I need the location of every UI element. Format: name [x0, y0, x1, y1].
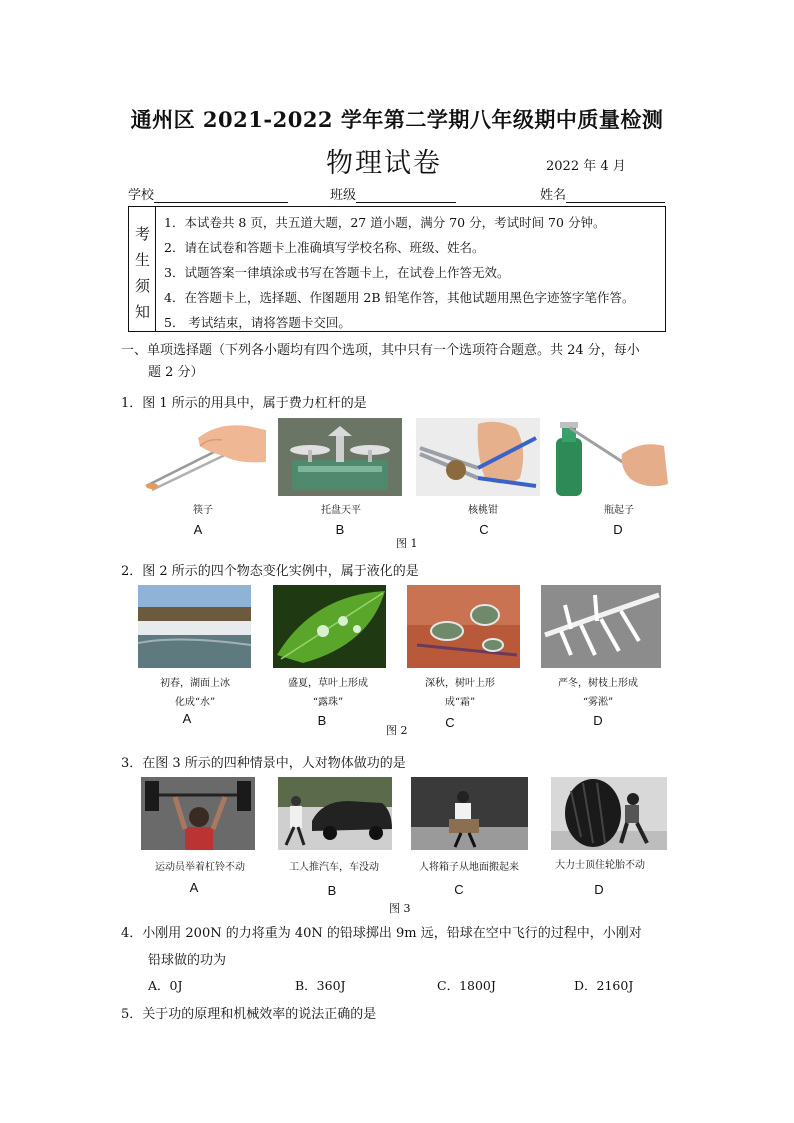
exam-title: 通州区 2021-2022 学年第二学期八年级期中质量检测 — [130, 107, 664, 132]
question-4-line1: 4．小刚用 200N 的力将重为 40N 的铅球掷出 9m 远，铅球在空中飞行的过程中，小刚对 — [121, 926, 642, 941]
weightlifter-image — [141, 777, 255, 850]
q3-letter-c: C — [454, 882, 464, 897]
q2-caption-d-line1: 严冬，树枝上形成 — [558, 678, 638, 689]
lifting-box-image — [411, 777, 528, 850]
q2-caption-b-line1: 盛夏，草叶上形成 — [288, 678, 368, 689]
name-label: 姓名 — [540, 188, 567, 203]
class-blank — [356, 188, 456, 203]
figure-2-label: 图 2 — [386, 724, 408, 737]
q1-letter-a: A — [193, 522, 203, 537]
q3-caption-c: 人将箱子从地面搬起来 — [419, 862, 519, 873]
q1-letter-d: D — [613, 522, 623, 537]
q2-letter-c: C — [445, 715, 455, 730]
bottle-opener-image — [552, 418, 670, 496]
q3-letter-d: D — [594, 882, 604, 897]
q1-caption-b: 托盘天平 — [321, 505, 361, 516]
melting-ice-image — [138, 585, 251, 668]
school-label: 学校 — [128, 188, 155, 203]
notice-box — [128, 206, 666, 332]
q2-caption-c-line2: 成“霜” — [444, 697, 476, 708]
q3-caption-d: 大力士顶住轮胎不动 — [555, 860, 645, 871]
school-field — [128, 184, 288, 203]
q1-letter-b: B — [335, 522, 345, 537]
section-heading — [121, 340, 681, 384]
q1-letter-c: C — [479, 522, 489, 537]
notice-item: 1．本试卷共 8 页，共五道大题，27 道小题，满分 70 分，考试时间 70 分钟。 — [164, 215, 606, 230]
q3-letter-a: A — [189, 880, 199, 895]
notice-label-char: 须 — [134, 277, 150, 295]
tire-image — [551, 777, 667, 850]
balance-scale-image — [278, 418, 402, 496]
q2-caption-a-line1: 初春，湖面上冰 — [160, 678, 230, 689]
q4-option-a: A．0J — [148, 978, 183, 993]
q1-caption-d: 瓶起子 — [604, 505, 634, 516]
chopsticks-image — [138, 418, 268, 496]
notice-item: 4．在答题卡上，选择题、作图题用 2B 铅笔作答，其他试题用黑色字迹签字笔作答。 — [164, 290, 635, 305]
notice-item: 3．试题答案一律填涂或书写在答题卡上，在试卷上作答无效。 — [164, 265, 510, 280]
q3-caption-b: 工人推汽车，车没动 — [289, 862, 379, 873]
notice-item: 2．请在试卷和答题卡上准确填写学校名称、班级、姓名。 — [164, 240, 485, 255]
notice-label-char: 生 — [134, 251, 150, 269]
q2-letter-b: B — [317, 713, 327, 728]
question-5-text: 5．关于功的原理和机械效率的说法正确的是 — [121, 1007, 377, 1022]
question-4-line2: 铅球做的功为 — [148, 953, 227, 968]
school-blank — [154, 188, 288, 203]
class-label: 班级 — [330, 188, 357, 203]
section-heading-line2: 题 2 分） — [148, 365, 204, 380]
notice-label — [129, 207, 156, 331]
nutcracker-image — [416, 418, 540, 496]
q2-letter-a: A — [182, 711, 192, 726]
q1-caption-c: 核桃钳 — [468, 505, 498, 516]
question-1-text: 1．图 1 所示的用具中，属于费力杠杆的是 — [121, 396, 367, 411]
class-field — [330, 184, 456, 203]
exam-date: 2022 年 4 月 — [546, 159, 626, 174]
q2-caption-d-line2: “雾淞” — [582, 697, 614, 708]
notice-item: 5． 考试结束，请将答题卡交回。 — [164, 315, 351, 330]
q3-letter-b: B — [327, 883, 337, 898]
q2-caption-c-line1: 深秋，树叶上形 — [425, 678, 495, 689]
q2-letter-d: D — [593, 713, 603, 728]
question-2-text: 2．图 2 所示的四个物态变化实例中，属于液化的是 — [121, 564, 419, 579]
q4-option-b: B．360J — [295, 978, 346, 993]
q2-caption-a-line2: 化成“水” — [174, 697, 216, 708]
pushing-car-image — [278, 777, 392, 850]
q2-caption-b-line2: “露珠” — [312, 697, 344, 708]
notice-items — [164, 210, 635, 335]
q4-option-c: C．1800J — [437, 978, 496, 993]
notice-label-char: 考 — [134, 225, 150, 243]
figure-1-label: 图 1 — [396, 537, 418, 550]
notice-label-char: 知 — [134, 303, 150, 321]
dew-drops-image — [273, 585, 386, 668]
q4-option-d: D．2160J — [574, 978, 634, 993]
frost-image — [407, 585, 520, 668]
section-heading-line1: 一、单项选择题（下列各小题均有四个选项，其中只有一个选项符合题意。共 24 分，每小 — [121, 343, 640, 358]
question-3-text: 3．在图 3 所示的四种情景中，人对物体做功的是 — [121, 756, 406, 771]
name-field — [540, 184, 665, 203]
exam-subtitle: 物理试卷 — [326, 148, 442, 179]
name-blank — [566, 188, 665, 203]
figure-3-label: 图 3 — [389, 902, 411, 915]
q3-caption-a: 运动员举着杠铃不动 — [155, 862, 245, 873]
q1-caption-a: 筷子 — [193, 505, 213, 516]
rime-image — [541, 585, 661, 668]
